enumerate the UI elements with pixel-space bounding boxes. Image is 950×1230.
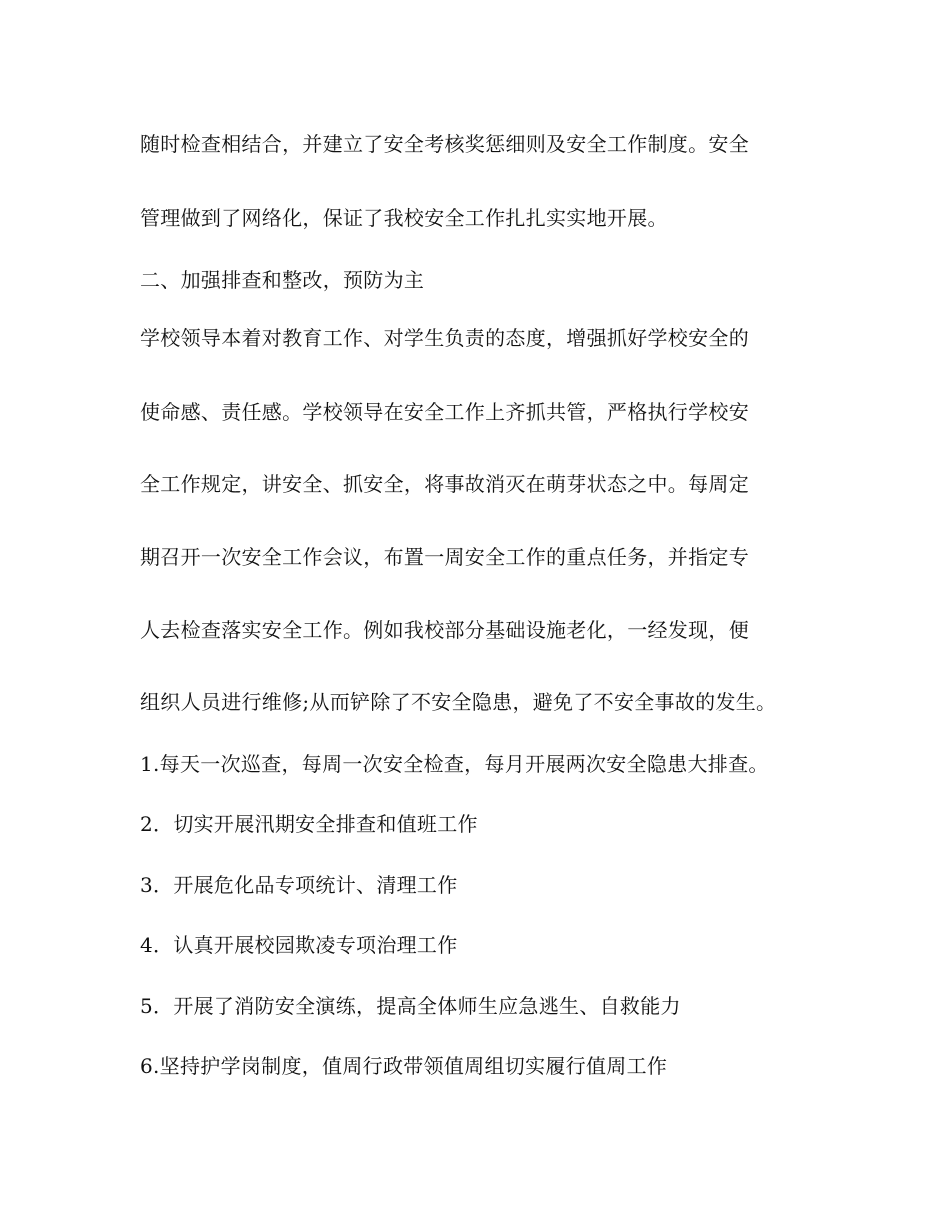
paragraph-line: 期召开一次安全工作会议，布置一周安全工作的重点任务，并指定专 — [140, 545, 749, 569]
paragraph-line: 随时检查相结合，并建立了安全考核奖惩细则及安全工作制度。安全 — [140, 132, 749, 156]
paragraph-line: 学校领导本着对教育工作、对学生负责的态度，增强抓好学校安全的 — [140, 326, 749, 350]
list-item: 6.坚持护学岗制度，值周行政带领值周组切实履行值周工作 — [140, 1054, 668, 1078]
paragraph-line: 全工作规定，讲安全、抓安全，将事故消灭在萌芽状态之中。每周定 — [140, 472, 749, 496]
paragraph-line: 组织人员进行维修;从而铲除了不安全隐患，避免了不安全事故的发生。 — [140, 690, 777, 714]
list-item: 1.每天一次巡查，每周一次安全检查，每月开展两次安全隐患大排查。 — [140, 752, 769, 776]
paragraph-line: 人去检查落实安全工作。例如我校部分基础设施老化，一经发现，便 — [140, 618, 749, 642]
list-item: 4．认真开展校园欺凌专项治理工作 — [140, 933, 458, 957]
list-item: 5．开展了消防安全演练，提高全体师生应急逃生、自救能力 — [140, 994, 681, 1018]
list-item: 3．开展危化品专项统计、清理工作 — [140, 873, 458, 897]
list-item: 2．切实开展汛期安全排查和值班工作 — [140, 812, 478, 836]
paragraph-line: 使命感、责任感。学校领导在安全工作上齐抓共管，严格执行学校安 — [140, 400, 749, 424]
paragraph-line: 管理做到了网络化，保证了我校安全工作扎扎实实地开展。 — [140, 206, 668, 230]
section-heading: 二、加强排查和整改，预防为主 — [140, 268, 425, 292]
